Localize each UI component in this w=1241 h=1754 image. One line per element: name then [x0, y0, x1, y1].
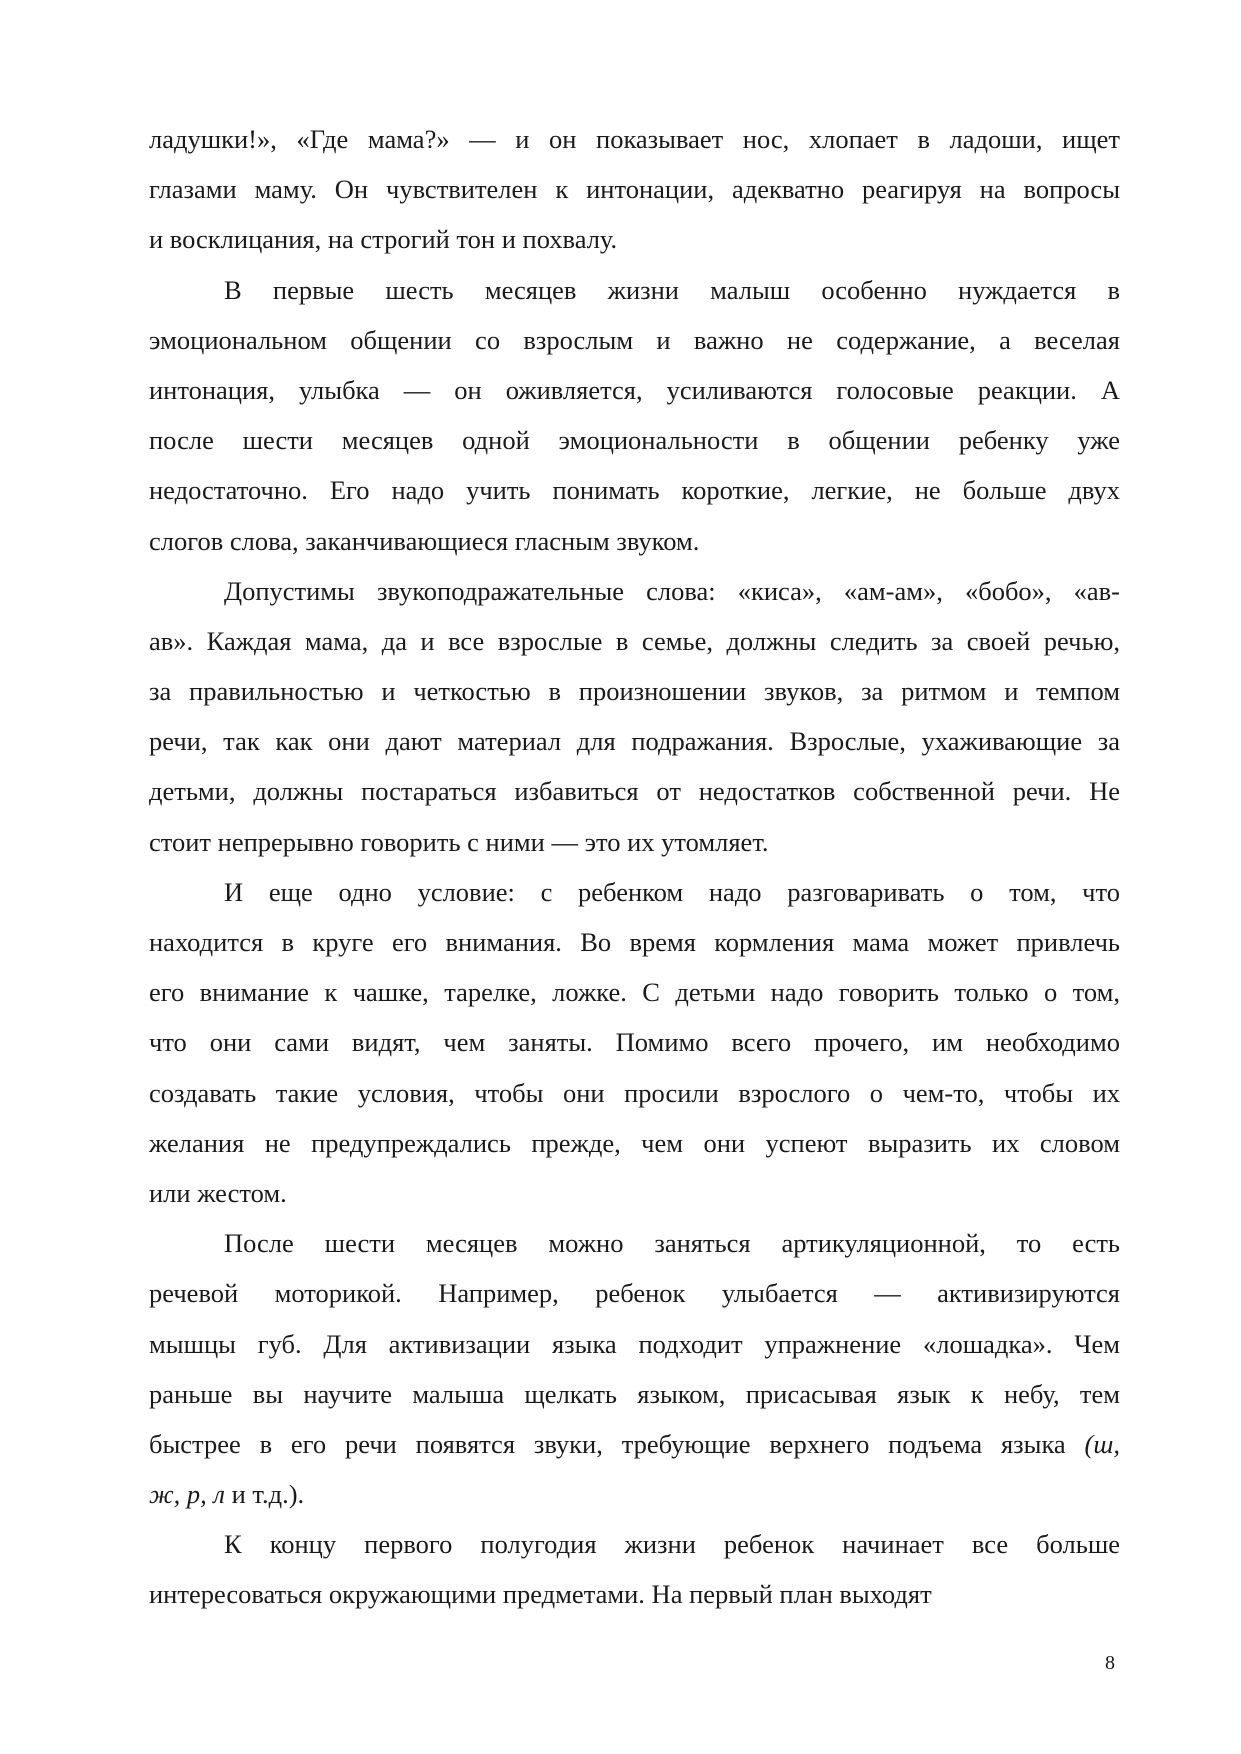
- paragraph: [149, 1218, 1120, 1519]
- paragraph: [149, 114, 1120, 265]
- text-line: стоит непрерывно говорить с ними — это их утомляет.: [149, 826, 769, 857]
- text-line: глазами маму. Он чувствителен к интонации, адекватно реагируя на вопросы: [149, 174, 1120, 205]
- text-line: раньше вы научите малыша щелкать языком, присасывая язык к небу, тем: [149, 1378, 1120, 1409]
- text-line: его внимание к чашке, тарелке, ложке. С детьми надо говорить только о том,: [149, 977, 1120, 1008]
- paragraph: [149, 265, 1120, 566]
- italic-segment: ж, р, л: [149, 1479, 225, 1510]
- text-line: После шести месяцев можно заняться артикуляционной, то есть: [224, 1228, 1120, 1259]
- text-segment: быстрее в его речи появятся звуки, требующие верхнего подъема языка: [149, 1428, 1085, 1459]
- text-line: создавать такие условия, чтобы они просили взрослого о чем-то, чтобы их: [149, 1077, 1120, 1108]
- italic-segment: (ш,: [1084, 1428, 1120, 1459]
- text-line: [149, 1419, 1120, 1469]
- text-line: или жестом.: [149, 1177, 287, 1208]
- text-segment: и т.д.).: [224, 1479, 305, 1510]
- text-line: после шести месяцев одной эмоциональности в общении ребенку уже: [149, 425, 1120, 456]
- text-line: речевой моторикой. Например, ребенок улыбается — активизируются: [149, 1278, 1120, 1309]
- paragraph: [149, 867, 1120, 1218]
- paragraph: [149, 566, 1120, 867]
- text-line: ав». Каждая мама, да и все взрослые в семье, должны следить за своей речью,: [149, 625, 1120, 656]
- text-line: интонация, улыбка — он оживляется, усиливаются голосовые реакции. А: [149, 374, 1120, 405]
- text-line: И еще одно условие: с ребенком надо разговаривать о том, что: [224, 876, 1120, 907]
- text-line: В первые шесть месяцев жизни малыш особенно нуждается в: [224, 274, 1120, 305]
- text-line: и восклицания, на строгий тон и похвалу.: [149, 224, 618, 255]
- paragraph: [149, 1519, 1120, 1619]
- text-line: что они сами видят, чем заняты. Помимо всего прочего, им необходимо: [149, 1027, 1120, 1058]
- page-number: 8: [1105, 1652, 1115, 1674]
- text-line: слогов слова, заканчивающиеся гласным звуком.: [149, 525, 700, 556]
- text-line: детьми, должны постараться избавиться от недостатков собственной речи. Не: [149, 776, 1120, 807]
- text-line: Допустимы звукоподражательные слова: «киса», «ам-ам», «бобо», «ав-: [224, 575, 1120, 606]
- text-line: интересоваться окружающими предметами. На первый план выходят: [149, 1579, 932, 1610]
- text-line: К концу первого полугодия жизни ребенок начинает все больше: [224, 1529, 1120, 1560]
- text-line: речи, так как они дают материал для подражания. Взрослые, ухаживающие за: [149, 726, 1120, 757]
- text-line: желания не предупреждались прежде, чем они успеют выразить их словом: [149, 1127, 1120, 1158]
- text-line: ладушки!», «Где мама?» — и он показывает нос, хлопает в ладоши, ищет: [149, 124, 1120, 154]
- text-line: находится в круге его внимания. Во время кормления мама может привлечь: [149, 927, 1120, 957]
- text-line: за правильностью и четкостью в произношении звуков, за ритмом и темпом: [149, 676, 1120, 707]
- document-body: [149, 114, 1120, 1620]
- text-line: эмоциональном общении со взрослым и важно не содержание, а веселая: [149, 324, 1120, 355]
- text-line: мышцы губ. Для активизации языка подходит упражнение «лошадка». Чем: [149, 1328, 1120, 1359]
- text-line: [149, 1469, 1120, 1519]
- text-line: недостаточно. Его надо учить понимать короткие, легкие, не больше двух: [149, 475, 1120, 506]
